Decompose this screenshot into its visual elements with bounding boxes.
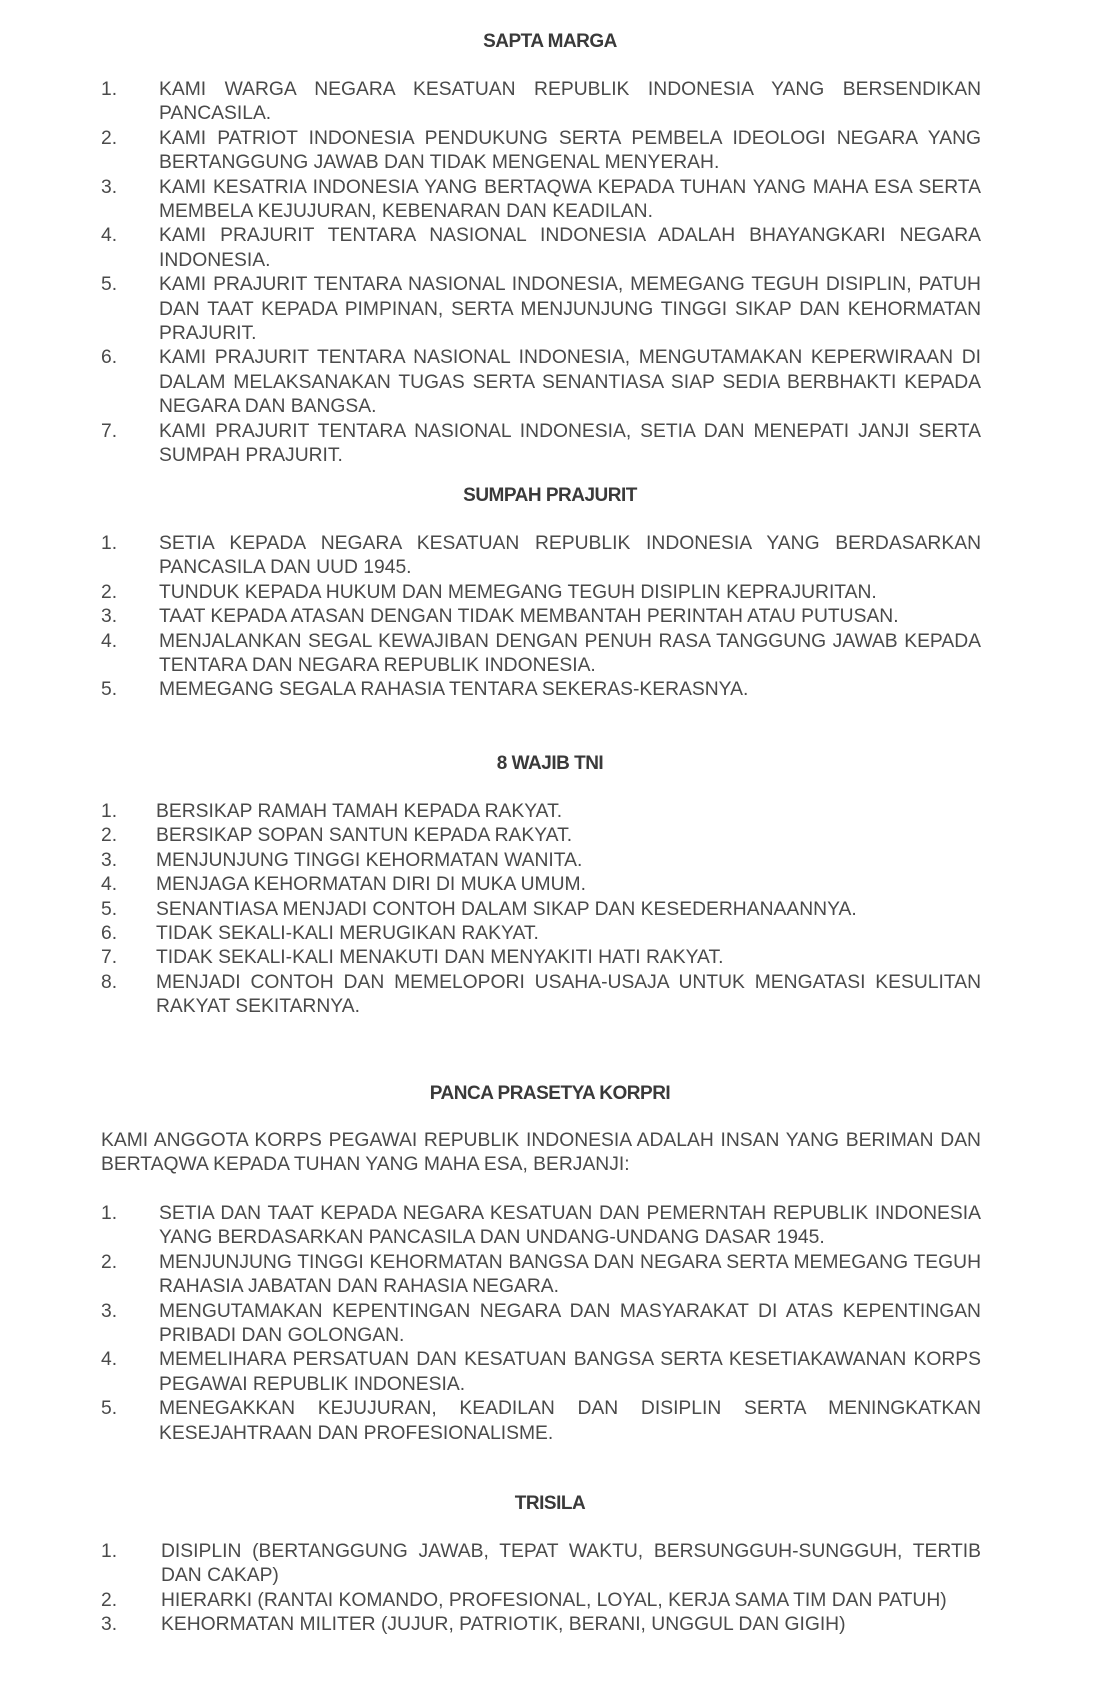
section-title-sumpah-prajurit: SUMPAH PRAJURIT xyxy=(463,485,637,506)
list-item-text: MENJAGA KEHORMATAN DIRI DI MUKA UMUM. xyxy=(156,874,586,896)
section-sumpah-prajurit xyxy=(0,484,1100,701)
list-item-text: HIERARKI (RANTAI KOMANDO, PROFESIONAL, LOYAL, KERJA SAMA TIM DAN PATUH) xyxy=(161,1589,947,1611)
list-item-text: KAMI KESATRIA INDONESIA YANG BERTAQWA KEPADA TUHAN YANG MAHA ESA SERTA MEMBELA KEJUJURAN, KEBENARAN DAN KEADILAN. xyxy=(159,176,981,223)
section-sapta-marga xyxy=(0,30,1100,467)
list-item-number: 4. xyxy=(101,874,118,896)
list-item-text: TIDAK SEKALI-KALI MERUGIKAN RAKYAT. xyxy=(156,923,539,945)
list-item xyxy=(101,971,981,1020)
list-item xyxy=(101,605,981,629)
list-item-number: 3. xyxy=(101,606,118,628)
list-item-text: TIDAK SEKALI-KALI MENAKUTI DAN MENYAKITI HATI RAKYAT. xyxy=(156,947,724,969)
list-item-text: SETIA DAN TAAT KEPADA NEGARA KESATUAN DAN PEMERNTAH REPUBLIK INDONESIA YANG BERDASARKAN PANCASILA DAN UNDANG-UNDANG DASAR 1945. xyxy=(159,1203,981,1249)
list-item-text: KAMI PATRIOT INDONESIA PENDUKUNG SERTA PEMBELA IDEOLOGI NEGARA YANG BERTANGGUNG JAWAB DAN TIDAK MENGENAL MENYERAH. xyxy=(159,127,981,174)
section-panca-prasetya-korpri xyxy=(0,1082,1100,1444)
list-item xyxy=(101,678,981,702)
list-item-number: 7. xyxy=(101,947,118,969)
list-item-number: 8. xyxy=(101,971,118,993)
list-item xyxy=(101,898,981,922)
list-item-number: 1. xyxy=(101,1203,118,1224)
list-item-text: KAMI PRAJURIT TENTARA NASIONAL INDONESIA, MENGUTAMAKAN KEPERWIRAAN DI DALAM MELAKSANAKAN TUGAS SERTA SENANTIASA SIAP SEDIA BERBHAKTI KEPADA NEGARA DAN BANGSA. xyxy=(159,347,981,418)
list-item-number: 3. xyxy=(101,849,118,871)
section-8-wajib-tni xyxy=(0,752,1100,1018)
list-item-text: SENANTIASA MENJADI CONTOH DALAM SIKAP DAN KESEDERHANAANNYA. xyxy=(156,898,857,920)
wajib-tni-list xyxy=(101,800,981,1020)
panca-prasetya-intro: KAMI ANGGOTA KORPS PEGAWAI REPUBLIK INDONESIA ADALAH INSAN YANG BERIMAN DAN BERTAQWA KEPADA TUHAN YANG MAHA ESA, BERJANJI: xyxy=(101,1130,981,1176)
list-item-text: MEMEGANG SEGALA RAHASIA TENTARA SEKERAS-KERASNYA. xyxy=(159,679,749,701)
section-title-8-wajib-tni: 8 WAJIB TNI xyxy=(496,753,604,774)
list-item-number: 6. xyxy=(101,347,118,369)
list-item xyxy=(101,1540,981,1589)
list-item-text: MENJUNJUNG TINGGI KEHORMATAN WANITA. xyxy=(156,849,583,871)
list-item-text: MEMELIHARA PERSATUAN DAN KESATUAN BANGSA SERTA KESETIAKAWANAN KORPS PEGAWAI REPUBLIK INDONESIA. xyxy=(159,1349,981,1395)
list-item xyxy=(101,127,981,176)
list-item-number: 2. xyxy=(101,825,118,847)
list-item-number: 3. xyxy=(101,1614,118,1636)
list-item-text: KAMI PRAJURIT TENTARA NASIONAL INDONESIA ADALAH BHAYANGKARI NEGARA INDONESIA. xyxy=(159,225,981,271)
list-item-text: KAMI PRAJURIT TENTARA NASIONAL INDONESIA, MEMEGANG TEGUH DISIPLIN, PATUH DAN TAAT KEPADA PIMPINAN, SERTA MENJUNJUNG TINGGI SIKAP DAN KEHORMATAN PRAJURIT. xyxy=(159,274,981,345)
list-item-text: SETIA KEPADA NEGARA KESATUAN REPUBLIK INDONESIA YANG BERDASARKAN PANCASILA DAN UUD 1945. xyxy=(159,533,981,579)
list-item xyxy=(101,630,981,679)
list-item-text: BERSIKAP RAMAH TAMAH KEPADA RAKYAT. xyxy=(156,801,563,822)
list-item-number: 2. xyxy=(101,581,118,603)
list-item-number: 1. xyxy=(101,533,118,554)
list-item-text: BERSIKAP SOPAN SANTUN KEPADA RAKYAT. xyxy=(156,825,573,847)
list-item xyxy=(101,1348,981,1397)
list-item-number: 5. xyxy=(101,274,118,296)
panca-prasetya-list xyxy=(101,1202,981,1446)
list-item xyxy=(101,78,981,127)
list-item xyxy=(101,1202,981,1251)
list-item-number: 4. xyxy=(101,225,118,247)
list-item-number: 5. xyxy=(101,898,118,920)
list-item xyxy=(101,849,981,873)
list-item-text: KAMI PRAJURIT TENTARA NASIONAL INDONESIA, SETIA DAN MENEPATI JANJI SERTA SUMPAH PRAJURIT. xyxy=(159,420,981,467)
sapta-marga-list xyxy=(101,78,981,469)
trisila-list xyxy=(101,1540,981,1638)
list-item xyxy=(101,273,981,346)
list-item-number: 5. xyxy=(101,1398,118,1420)
list-item-number: 3. xyxy=(101,1300,118,1322)
list-item xyxy=(101,532,981,581)
section-title-panca-prasetya-korpri: PANCA PRASETYA KORPRI xyxy=(429,1083,671,1104)
list-item-number: 6. xyxy=(101,923,118,945)
sumpah-prajurit-list xyxy=(101,532,981,703)
list-item xyxy=(101,824,981,848)
list-item-number: 4. xyxy=(101,1349,118,1371)
list-item-text: DISIPLIN (BERTANGGUNG JAWAB, TEPAT WAKTU, BERSUNGGUH-SUNGGUH, TERTIB DAN CAKAP) xyxy=(161,1541,981,1587)
list-item xyxy=(101,946,981,970)
list-item xyxy=(101,420,981,469)
list-item-text: TAAT KEPADA ATASAN DENGAN TIDAK MEMBANTAH PERINTAH ATAU PUTUSAN. xyxy=(159,606,899,628)
list-item xyxy=(101,1300,981,1349)
list-item xyxy=(101,1251,981,1300)
list-item-text: MENJADI CONTOH DAN MEMELOPORI USAHA-USAJA UNTUK MENGATASI KESULITAN RAKYAT SEKITARNYA. xyxy=(156,971,981,1018)
list-item-text: MENJALANKAN SEGAL KEWAJIBAN DENGAN PENUH RASA TANGGUNG JAWAB KEPADA TENTARA DAN NEGARA REPUBLIK INDONESIA. xyxy=(159,630,981,677)
list-item-text: KEHORMATAN MILITER (JUJUR, PATRIOTIK, BERANI, UNGGUL DAN GIGIH) xyxy=(161,1614,846,1636)
list-item-text: MENGUTAMAKAN KEPENTINGAN NEGARA DAN MASYARAKAT DI ATAS KEPENTINGAN PRIBADI DAN GOLONGAN. xyxy=(159,1300,981,1347)
list-item xyxy=(101,1613,981,1637)
list-item-number: 2. xyxy=(101,1251,118,1273)
list-item-number: 1. xyxy=(101,801,118,822)
list-item-number: 7. xyxy=(101,420,118,442)
list-item xyxy=(101,922,981,946)
list-item-text: TUNDUK KEPADA HUKUM DAN MEMEGANG TEGUH DISIPLIN KEPRAJURITAN. xyxy=(159,581,877,603)
list-item-text: MENJUNJUNG TINGGI KEHORMATAN BANGSA DAN NEGARA SERTA MEMEGANG TEGUH RAHASIA JABATAN DAN RAHASIA NEGARA. xyxy=(159,1251,981,1298)
list-item-number: 3. xyxy=(101,176,118,198)
list-item-text: MENEGAKKAN KEJUJURAN, KEADILAN DAN DISIPLIN SERTA MENINGKATKAN KESEJAHTRAAN DAN PROFESIONALISME. xyxy=(159,1398,981,1444)
list-item-number: 4. xyxy=(101,630,118,652)
list-item-text: KAMI WARGA NEGARA KESATUAN REPUBLIK INDONESIA YANG BERSENDIKAN PANCASILA. xyxy=(159,79,981,125)
list-item xyxy=(101,176,981,225)
list-item xyxy=(101,800,981,824)
list-item xyxy=(101,1589,981,1613)
list-item xyxy=(101,1397,981,1446)
list-item xyxy=(101,224,981,273)
list-item xyxy=(101,581,981,605)
list-item-number: 1. xyxy=(101,79,118,100)
list-item xyxy=(101,873,981,897)
section-title-sapta-marga: SAPTA MARGA xyxy=(483,31,617,52)
section-trisila xyxy=(0,1492,1100,1636)
list-item-number: 1. xyxy=(101,1541,118,1562)
list-item xyxy=(101,346,981,419)
list-item-number: 2. xyxy=(101,1589,118,1611)
list-item-number: 5. xyxy=(101,679,118,701)
section-title-trisila: TRISILA xyxy=(514,1493,586,1514)
list-item-number: 2. xyxy=(101,127,118,149)
